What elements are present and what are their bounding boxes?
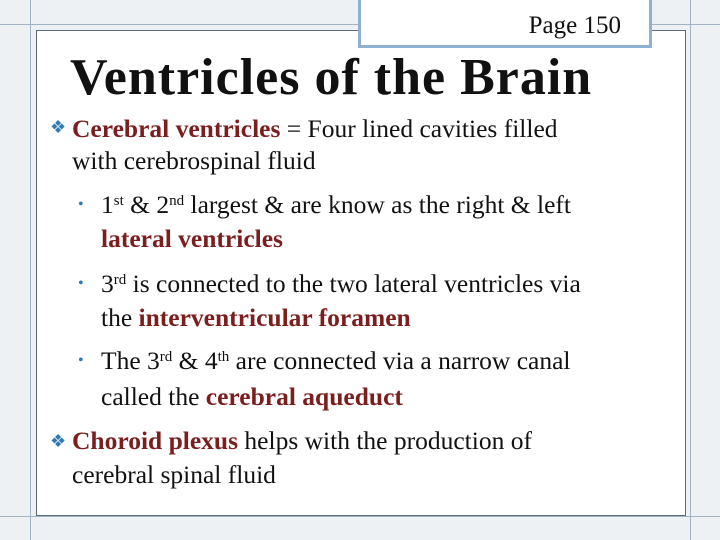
term-choroid-plexus: Choroid plexus [72,426,239,455]
sub-bullet-continuation: the interventricular foramen [101,303,411,332]
term-cerebral-ventricles: Cerebral ventricles [72,114,281,143]
sub-bullet-continuation [101,223,283,255]
dot-bullet-icon: • [78,275,84,292]
diamond-bullet-icon: ❖ [50,117,67,137]
dot-bullet-icon: • [78,352,84,369]
bullet-choroid-plexus: Choroid plexus helps with the production of [72,426,532,455]
page-label: Page 150 [528,12,621,39]
edge-line-bottom [0,516,720,517]
bullet-cerebral-ventricles: Cerebral ventricles = Four lined cavities filled [72,114,558,143]
page-tab [358,0,652,48]
slide-title: Ventricles of the Brain [70,49,593,106]
bullet-continuation: cerebral spinal fluid [72,460,276,489]
diamond-bullet-icon: ❖ [50,431,67,451]
bullet-continuation: with cerebrospinal fluid [72,146,316,175]
term-lateral-ventricles: lateral ventricles [101,224,283,253]
dot-bullet-icon: • [78,196,84,213]
term-cerebral-aqueduct: cerebral aqueduct [205,382,403,411]
edge-line-right [690,0,691,540]
sub-bullet-fourth: The 3rd & 4th are connected via a narrow canal [101,346,571,375]
sub-bullet-lateral: 1st & 2nd largest & are know as the right & left [101,190,571,219]
term-interventricular-foramen: interventricular foramen [138,303,411,332]
edge-line-left [30,0,31,540]
sub-bullet-continuation: called the cerebral aqueduct [101,382,403,411]
sub-bullet-third: 3rd is connected to the two lateral ventricles via [101,269,581,298]
